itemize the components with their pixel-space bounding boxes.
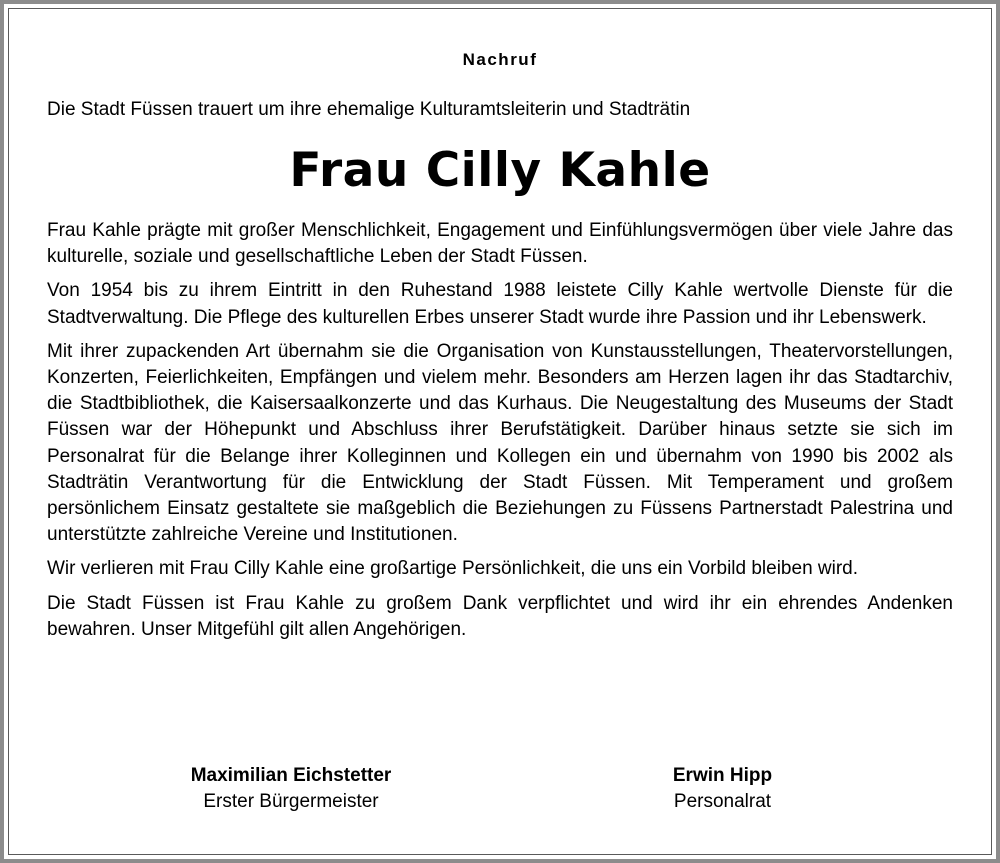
signatory-name: Maximilian Eichstetter [190,765,392,786]
paragraph: Von 1954 bis zu ihrem Eintritt in den Ruhestand 1988 leistete Cilly Kahle wertvolle Dienste für die Stadtverwaltung. Die Pflege des kulturellen Erbes unserer Stadt wurde ihre Passion und ihr Lebenswerk. [47,280,953,328]
paragraph: Wir verlieren mit Frau Cilly Kahle eine großartige Persönlichkeit, die uns ein Vorbild bleiben wird. [47,558,859,580]
paragraph: Die Stadt Füssen ist Frau Kahle zu großem Dank verpflichtet und wird ihr ein ehrendes Andenken bewahren. Unser Mitgefühl gilt allen Angehörigen. [47,592,953,640]
notice-heading: Nachruf [462,50,538,69]
signatory-role: Erster Bürgermeister [203,791,379,812]
paragraph: Frau Kahle prägte mit großer Menschlichkeit, Engagement und Einfühlungsvermögen über viele Jahre das kulturelle, soziale und gesellschaftliche Leben der Stadt Füssen. [47,220,953,268]
deceased-name: Frau Cilly Kahle [289,143,711,198]
signatory-staff-council [640,763,805,815]
signatory-mayor [175,763,407,815]
intro-line: Die Stadt Füssen trauert um ihre ehemalige Kulturamtsleiterin und Stadträtin [47,99,691,120]
signatory-role: Personalrat [673,791,772,812]
obituary-body [47,218,953,651]
signatory-name: Erwin Hipp [672,765,773,786]
paragraph: Mit ihrer zupackenden Art übernahm sie die Organisation von Kunstausstellungen, Theatervorstellungen, Konzerten, Feierlichkeiten, Empfängen und vielem mehr. Besonders am Herzen lagen ihr das Stadtarchiv, die Stadtbibliothek, die Kaisersaalkonzerte und das Kurhaus. Die Neugestaltung des Museums der Stadt Füssen war der Höhepunkt und Abschluss ihrer Berufstätigkeit. Darüber hinaus setzte sie sich im Personalrat für die Belange ihrer Kolleginnen und Kollegen ein und übernahm von 1990 bis 2002 als Stadträtin Verantwortung für die Entwicklung der Stadt Füssen. Mit Temperament und großem persönlichem Einsatz gestaltete sie maßgeblich die Beziehungen zu Füssens Partnerstadt Palestrina und unterstützte zahlreiche Vereine und Institutionen. [47,340,953,546]
